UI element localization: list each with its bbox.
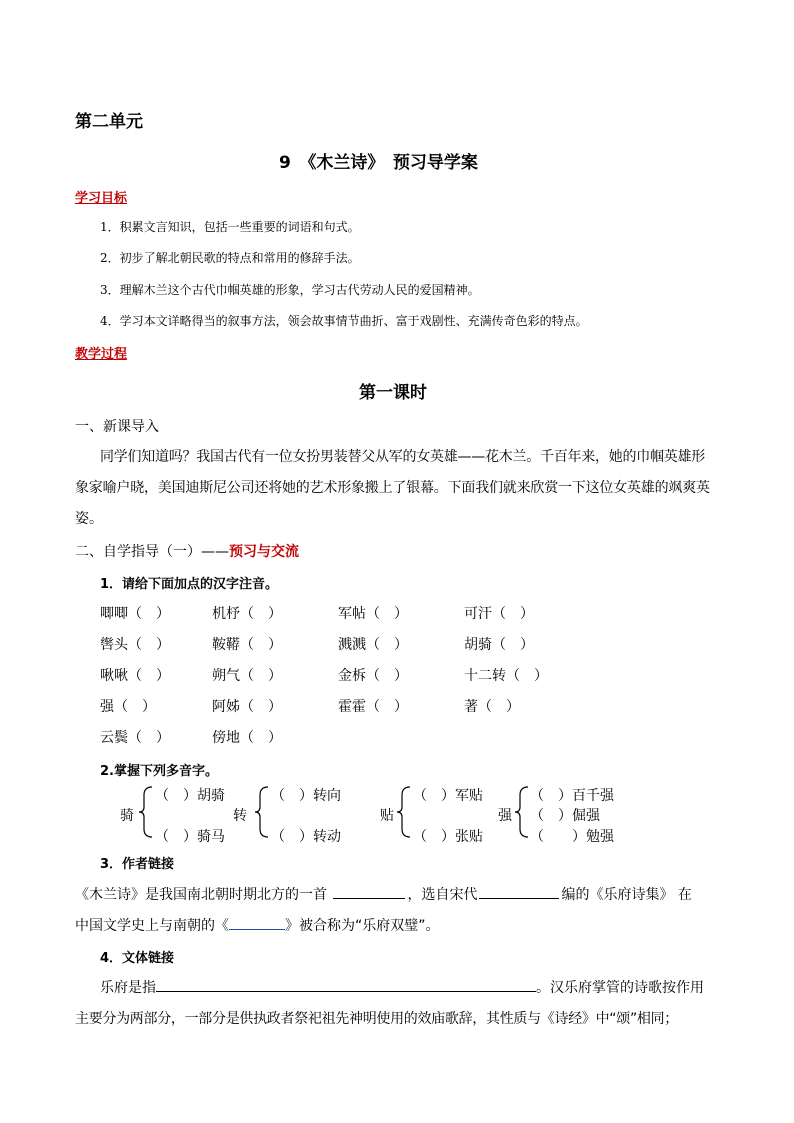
pinyin-item: 啾啾（ ）	[100, 668, 170, 684]
q4-label: 4．文体链接	[100, 951, 175, 966]
polyphone-option: （ ）倔强	[530, 808, 600, 824]
q3-line-1	[75, 884, 692, 904]
pinyin-item: 傍地（ ）	[212, 730, 282, 746]
q3-label: 3．作者链接	[100, 857, 175, 872]
answer-blank[interactable]	[479, 884, 559, 899]
pinyin-item: 辔头（ ）	[100, 637, 170, 653]
unit-title: 第二单元	[75, 112, 143, 132]
pinyin-item: 溅溅（ ）	[338, 637, 408, 653]
q3-text: 《木兰诗》是我国南北朝时期北方的一首	[75, 887, 327, 903]
section-2-heading-accent: 预习与交流	[229, 544, 299, 560]
polyphone-char: 骑	[120, 808, 134, 824]
pinyin-item: 朔气（ ）	[212, 668, 282, 684]
polyphone-option: （ ）张贴	[413, 829, 483, 845]
brace-icon	[254, 785, 270, 839]
section-2-heading	[75, 541, 299, 561]
q3-text: ，选自宋代	[407, 887, 478, 903]
answer-blank[interactable]	[229, 915, 285, 930]
pinyin-item: 云鬓（ ）	[100, 730, 170, 746]
answer-blank[interactable]	[156, 977, 536, 992]
q4-line-2: 主要分为两部分，一部分是供执政者祭祀祖先神明使用的效庙歌辞，其性质与《诗经》中“颂”相同；	[75, 1011, 679, 1027]
pinyin-item: 唧唧（ ）	[100, 606, 170, 622]
q4-line-1	[100, 977, 704, 997]
pinyin-item: 著（ ）	[464, 699, 520, 715]
polyphone-option: （ ）军贴	[413, 788, 483, 804]
polyphone-option: （ ）勉强	[530, 829, 614, 845]
pinyin-item: 机杼（ ）	[212, 606, 282, 622]
intro-line-2: 象家喻户晓，美国迪斯尼公司还将她的艺术形象搬上了银幕。下面我们就来欣赏一下这位女英雄的飒爽英	[75, 480, 710, 496]
q3-text: 中国文学史上与南朝的《	[75, 918, 229, 934]
goal-item-1: 1．积累文言知识，包括一些重要的词语和句式。	[100, 220, 360, 234]
polyphone-option: （ ）转动	[271, 829, 341, 845]
pinyin-item: 金柝（ ）	[338, 668, 408, 684]
goal-item-4: 4．学习本文详略得当的叙事方法，领会故事情节曲折、富于戏剧性、充满传奇色彩的特点。	[100, 314, 588, 328]
intro-line-3: 姿。	[75, 511, 103, 527]
q4-text: 乐府是指	[100, 980, 156, 996]
pinyin-item: 十二转（ ）	[464, 668, 548, 684]
polyphone-option: （ ）百千强	[530, 788, 614, 804]
process-heading: 教学过程	[75, 347, 128, 362]
period-title: 第一课时	[359, 383, 427, 403]
brace-icon	[396, 785, 412, 839]
goal-item-3: 3．理解木兰这个古代巾帼英雄的形象，学习古代劳动人民的爱国精神。	[100, 283, 480, 297]
section-1-heading: 一、新课导入	[75, 419, 159, 435]
q4-text: 。汉乐府掌管的诗歌按作用	[536, 980, 704, 996]
section-2-heading-prefix: 二、自学指导（一）——	[75, 544, 229, 560]
pinyin-item: 阿姊（ ）	[212, 699, 282, 715]
pinyin-item: 胡骑（ ）	[464, 637, 534, 653]
polyphone-char: 强	[498, 808, 512, 824]
q1-label: 1．请给下面加点的汉字注音。	[100, 577, 279, 592]
polyphone-char: 贴	[380, 808, 394, 824]
polyphone-option: （ ）胡骑	[155, 788, 225, 804]
intro-line-1: 同学们知道吗？我国古代有一位女扮男装替父从军的女英雄——花木兰。千百年来，她的巾帼英雄形	[100, 449, 705, 465]
q2-label: 2.掌握下列多音字。	[100, 764, 218, 779]
answer-blank[interactable]	[333, 884, 405, 899]
goals-heading: 学习目标	[75, 191, 128, 206]
pinyin-item: 强（ ）	[100, 699, 156, 715]
pinyin-item: 霍霍（ ）	[338, 699, 408, 715]
brace-icon	[514, 785, 530, 839]
pinyin-item: 军帖（ ）	[338, 606, 408, 622]
pinyin-item: 鞍鞯（ ）	[212, 637, 282, 653]
polyphone-option: （ ）骑马	[155, 829, 225, 845]
q3-text: 编的《乐府诗集》 在	[561, 887, 692, 903]
pinyin-item: 可汗（ ）	[464, 606, 534, 622]
polyphone-option: （ ）转向	[271, 788, 341, 804]
lesson-title: 9 《木兰诗》 预习导学案	[279, 153, 478, 173]
polyphone-char: 转	[233, 808, 247, 824]
q3-line-2	[75, 915, 440, 935]
brace-icon	[138, 785, 154, 839]
goal-item-2: 2．初步了解北朝民歌的特点和常用的修辞手法。	[100, 251, 360, 265]
q3-text: 》被合称为“乐府双璧”。	[285, 918, 440, 934]
